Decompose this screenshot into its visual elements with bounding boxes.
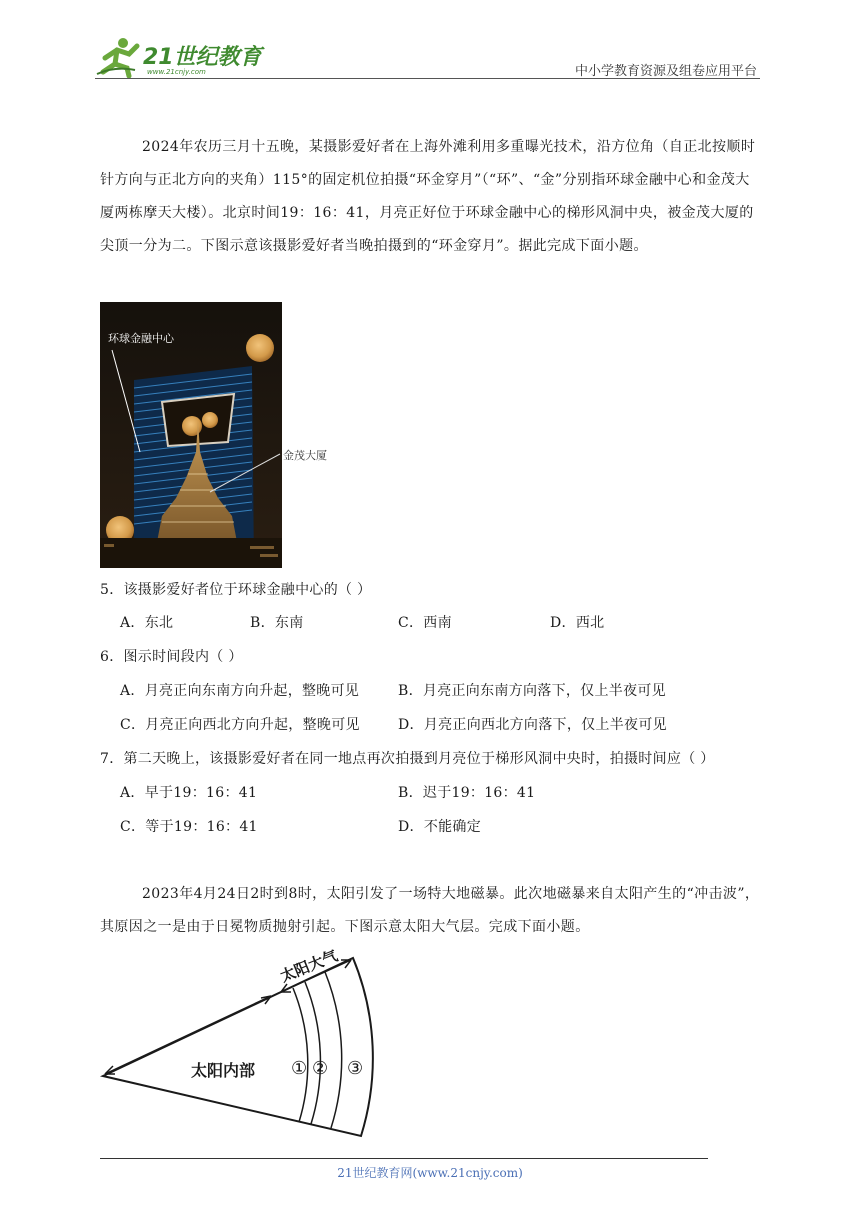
q7-option-b[interactable]: B．迟于19：16：41 bbox=[398, 785, 536, 801]
sun-atmosphere-diagram bbox=[95, 948, 395, 1148]
q6-option-d[interactable]: D．月亮正向西北方向落下，仅上半夜可见 bbox=[398, 717, 667, 733]
q6-option-c[interactable]: C．月亮正向西北方向升起，整晚可见 bbox=[120, 717, 360, 733]
passage-2: 2023年4月24日2时到8时，太阳引发了一场特大地磁暴。此次地磁暴来自太阳产生的“冲击波”，其原因之一是由于日冕物质抛射引起。下图示意太阳大气层。完成下面小题。 bbox=[100, 886, 760, 935]
layer-1-label: ① bbox=[291, 1058, 308, 1079]
q5-option-d[interactable]: D．西北 bbox=[550, 615, 605, 631]
atmosphere-label: 太阳大气 bbox=[277, 948, 341, 986]
footer-link[interactable]: 21世纪教育网(www.21cnjy.com) bbox=[337, 1166, 523, 1180]
label-world-financial-center: 环球金融中心 bbox=[108, 332, 174, 345]
question-5-stem: 5．该摄影爱好者位于环球金融中心的（ ） bbox=[100, 582, 372, 598]
svg-text:21世纪教育: 21世纪教育 bbox=[143, 45, 262, 70]
q7-option-a[interactable]: A．早于19：16：41 bbox=[120, 785, 258, 801]
layer-2-label: ② bbox=[312, 1058, 329, 1079]
q5-option-c[interactable]: C．西南 bbox=[398, 615, 452, 631]
layer-3-label: ③ bbox=[347, 1058, 364, 1079]
label-jinmao-tower: 金茂大厦 bbox=[283, 449, 327, 462]
site-logo bbox=[95, 36, 265, 80]
question-6-stem: 6．图示时间段内（ ） bbox=[100, 649, 243, 665]
logo-url: www.21cnjy.com bbox=[147, 68, 206, 76]
q6-option-a[interactable]: A．月亮正向东南方向升起，整晚可见 bbox=[120, 683, 360, 699]
q7-option-c[interactable]: C．等于19：16：41 bbox=[120, 819, 258, 835]
question-7-stem: 7．第二天晚上，该摄影爱好者在同一地点再次拍摄到月亮位于梯形风洞中央时，拍摄时间应（ ） bbox=[100, 751, 715, 767]
footer-divider bbox=[100, 1158, 708, 1159]
header-divider bbox=[95, 78, 760, 79]
passage-1: 2024年农历三月十五晚，某摄影爱好者在上海外滩利用多重曝光技术，沿方位角（自正北按顺时针方向与正北方向的夹角）115°的固定机位拍摄“环金穿月”（“环”、“金”分别指环球金融中心和金茂大厦两栋摩天大楼）。北京时间19：16：41，月亮正好位于环球金融中心的梯形风洞中央，被金茂大厦的尖顶一分为二。下图示意该摄影爱好者当晚拍摄到的“环金穿月”。据此完成下面小题。 bbox=[100, 139, 756, 254]
interior-label: 太阳内部 bbox=[191, 1061, 256, 1080]
q6-option-b[interactable]: B．月亮正向东南方向落下，仅上半夜可见 bbox=[398, 683, 666, 699]
q7-option-d[interactable]: D．不能确定 bbox=[398, 819, 482, 835]
platform-title: 中小学教育资源及组卷应用平台 bbox=[574, 64, 757, 79]
q5-option-a[interactable]: A．东北 bbox=[120, 615, 174, 631]
moon-photo bbox=[100, 302, 282, 568]
q5-option-b[interactable]: B．东南 bbox=[250, 615, 304, 631]
